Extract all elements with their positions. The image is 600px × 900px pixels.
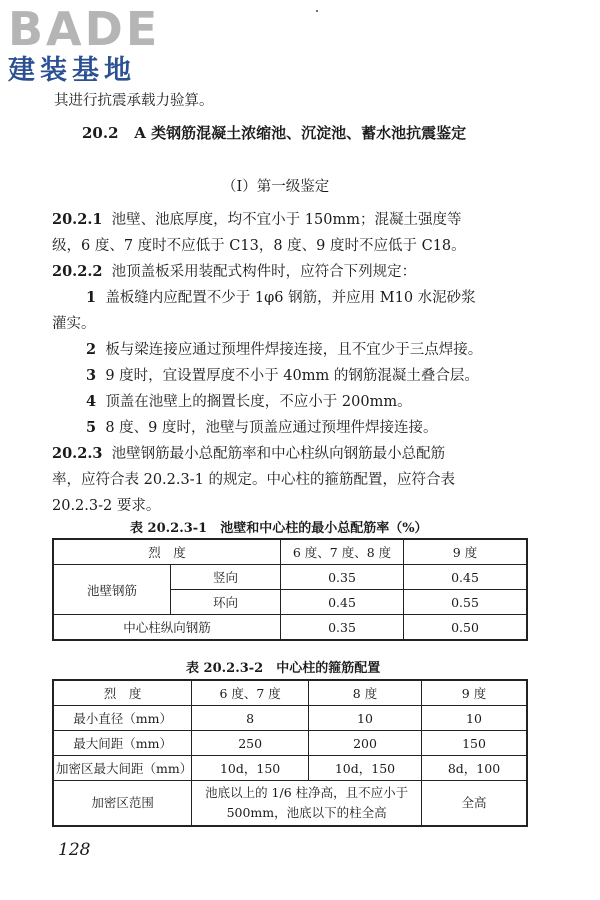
table-row bbox=[53, 539, 527, 565]
section-heading bbox=[82, 123, 466, 143]
group-cell: 池壁钢筋 bbox=[53, 565, 171, 615]
table-row bbox=[53, 615, 527, 641]
page-number: 128 bbox=[58, 840, 91, 860]
value-cell: 8d，100 bbox=[422, 756, 528, 781]
sub-cell: 竖向 bbox=[171, 565, 281, 590]
table2-caption: 表 20.2.3-2 中心柱的箍筋配置 bbox=[186, 661, 381, 676]
table-stirrup-config bbox=[52, 679, 528, 827]
value-cell: 150 bbox=[422, 731, 528, 756]
table1-caption: 表 20.2.3-1 池壁和中心柱的最小总配筋率（%） bbox=[130, 521, 428, 536]
clause-20-2-1 bbox=[52, 210, 461, 230]
merged-line: 池底以上的 1/6 柱净高，且不应小于 bbox=[205, 785, 409, 800]
clause-text: 池顶盖板采用装配式构件时，应符合下列规定： bbox=[111, 264, 417, 280]
top-line: 其进行抗震承载力验算。 bbox=[54, 93, 214, 109]
value-cell: 0.35 bbox=[281, 615, 404, 641]
label-cell: 中心柱纵向钢筋 bbox=[53, 615, 281, 641]
value-cell: 200 bbox=[309, 731, 422, 756]
value-cell: 10 bbox=[422, 706, 528, 731]
label-cell: 加密区范围 bbox=[53, 781, 192, 827]
item-text: 9 度时，宜设置厚度不小于 40mm 的钢筋混凝土叠合层。 bbox=[105, 368, 479, 384]
table-row bbox=[53, 565, 527, 590]
value-cell: 10d，150 bbox=[309, 756, 422, 781]
item-1-cont: 灌实。 bbox=[52, 316, 96, 332]
header-cell: 烈 度 bbox=[53, 539, 281, 565]
logo bbox=[8, 4, 160, 86]
value-cell: 0.45 bbox=[281, 590, 404, 615]
logo-chinese-text: 建装基地 bbox=[8, 55, 136, 86]
clause-number: 20.2.1 bbox=[52, 211, 103, 228]
value-cell: 10d，150 bbox=[192, 756, 309, 781]
value-cell: 0.45 bbox=[404, 565, 528, 590]
label-cell: 最小直径（mm） bbox=[53, 706, 192, 731]
clause-20-2-1-cont: 级，6 度、7 度时不应低于 C13，8 度、9 度时不应低于 C18。 bbox=[52, 238, 466, 254]
item-text: 8 度、9 度时，池壁与顶盖应通过预埋件焊接连接。 bbox=[105, 420, 438, 436]
value-cell: 0.35 bbox=[281, 565, 404, 590]
header-cell: 9 度 bbox=[404, 539, 528, 565]
header-cell: 6 度、7 度 bbox=[192, 680, 309, 706]
header-cell: 6 度、7 度、8 度 bbox=[281, 539, 404, 565]
item-number: 4 bbox=[86, 393, 97, 410]
clause-text: 池壁、池底厚度，均不宜小于 150mm；混凝土强度等 bbox=[111, 212, 462, 228]
item-number: 3 bbox=[86, 367, 97, 384]
label-cell: 最大间距（mm） bbox=[53, 731, 192, 756]
clause-text: 池壁钢筋最小总配筋率和中心柱纵向钢筋最小总配筋 bbox=[111, 446, 446, 462]
item-text: 盖板缝内应配置不少于 1φ6 钢筋，并应用 M10 水泥砂浆 bbox=[105, 290, 476, 306]
sub-cell: 环向 bbox=[171, 590, 281, 615]
item-number: 1 bbox=[86, 289, 97, 306]
item-5 bbox=[86, 418, 437, 438]
header-cell: 9 度 bbox=[422, 680, 528, 706]
clause-20-2-3 bbox=[52, 444, 445, 464]
clause-number: 20.2.3 bbox=[52, 445, 103, 462]
value-cell: 全高 bbox=[422, 781, 528, 827]
clause-20-2-2 bbox=[52, 262, 416, 282]
item-1 bbox=[86, 288, 476, 308]
table-reinforcement-ratio bbox=[52, 538, 528, 641]
table-row bbox=[53, 781, 527, 827]
item-text: 顶盖在池壁上的搁置长度，不应小于 200mm。 bbox=[105, 394, 412, 410]
clause-number: 20.2.2 bbox=[52, 263, 103, 280]
table-row bbox=[53, 756, 527, 781]
subsection-title: （Ⅰ）第一级鉴定 bbox=[222, 179, 330, 195]
value-cell: 8 bbox=[192, 706, 309, 731]
clause-20-2-3-cont1: 率，应符合表 20.2.3-1 的规定。中心柱的箍筋配置，应符合表 bbox=[52, 472, 455, 488]
value-cell: 0.55 bbox=[404, 590, 528, 615]
section-number: 20.2 bbox=[82, 124, 119, 142]
table-row bbox=[53, 706, 527, 731]
item-number: 2 bbox=[86, 341, 97, 358]
value-cell: 250 bbox=[192, 731, 309, 756]
item-4 bbox=[86, 392, 412, 412]
label-cell: 加密区最大间距（mm） bbox=[53, 756, 192, 781]
speck-dot bbox=[316, 10, 318, 12]
merged-value-cell bbox=[192, 781, 422, 827]
merged-line: 500mm，池底以下的柱全高 bbox=[226, 805, 387, 820]
item-text: 板与梁连接应通过预埋件焊接连接，且不宜少于三点焊接。 bbox=[105, 342, 483, 358]
item-2 bbox=[86, 340, 482, 360]
section-title: A 类钢筋混凝土浓缩池、沉淀池、蓄水池抗震鉴定 bbox=[134, 124, 467, 142]
header-cell: 8 度 bbox=[309, 680, 422, 706]
item-number: 5 bbox=[86, 419, 97, 436]
table-row bbox=[53, 731, 527, 756]
logo-latin-text: BADE bbox=[8, 2, 161, 56]
clause-20-2-3-cont2: 20.2.3-2 要求。 bbox=[52, 498, 161, 514]
table-row bbox=[53, 680, 527, 706]
value-cell: 10 bbox=[309, 706, 422, 731]
item-3 bbox=[86, 366, 479, 386]
value-cell: 0.50 bbox=[404, 615, 528, 641]
header-cell: 烈 度 bbox=[53, 680, 192, 706]
